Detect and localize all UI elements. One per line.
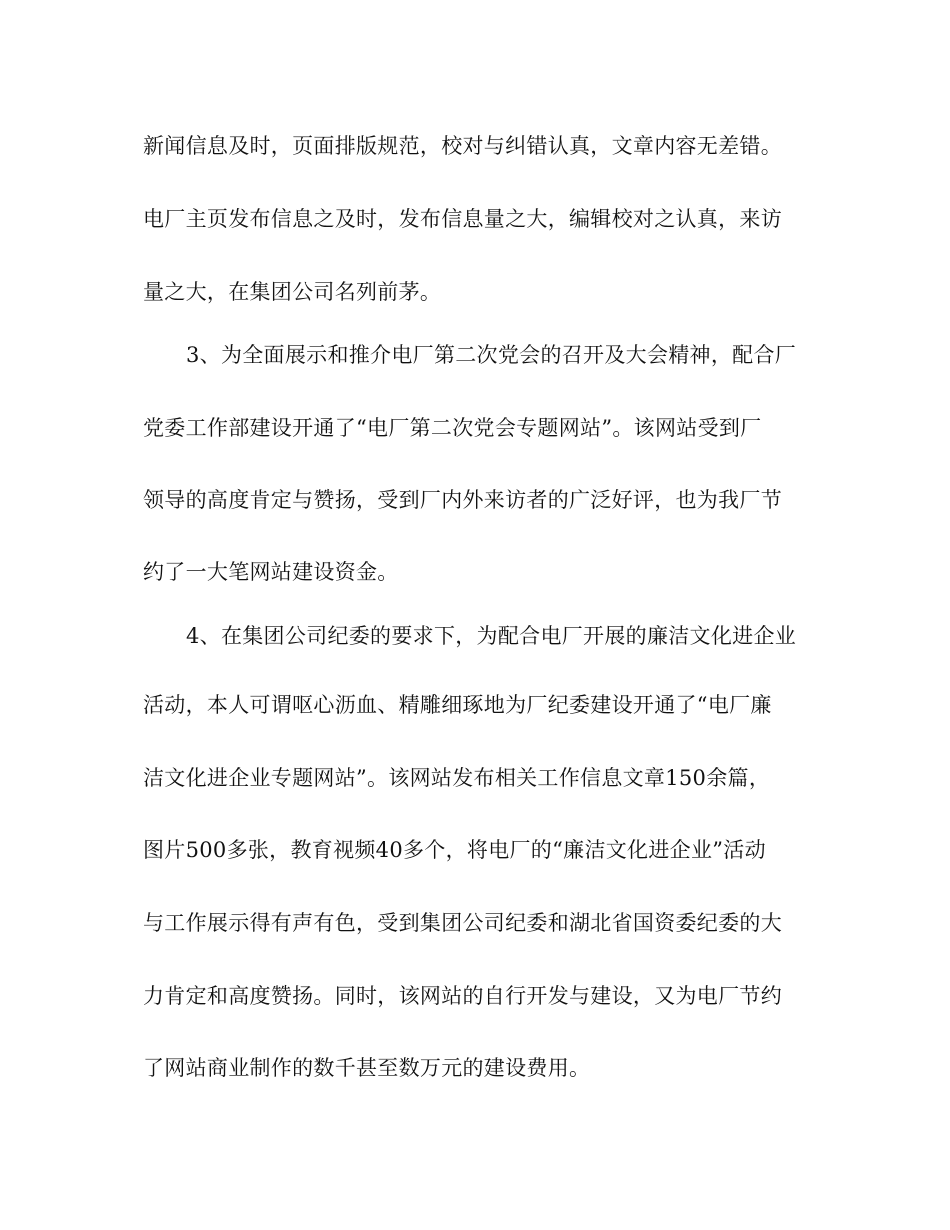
text-line: 了网站商业制作的数千甚至数万元的建设费用。 bbox=[143, 1056, 591, 1080]
text-line: 图片500多张，教育视频40多个，将电厂的“廉洁文化进企业”活动 bbox=[143, 838, 766, 862]
text-line: 力肯定和高度赞扬。同时，该网站的自行开发与建设，又为电厂节约 bbox=[143, 984, 782, 1008]
text-line: 新闻信息及时，页面排版规范，校对与纠错认真，文章内容无差错。 bbox=[143, 134, 782, 158]
text-line: 3、为全面展示和推介电厂第二次党会的召开及大会精神，配合厂 bbox=[186, 343, 797, 367]
text-line: 洁文化进企业专题网站”。该网站发布相关工作信息文章150余篇， bbox=[143, 766, 771, 790]
text-line: 活动，本人可谓呕心沥血、精雕细琢地为厂纪委建设开通了“电厂廉 bbox=[143, 693, 772, 717]
text-line: 与工作展示得有声有色，受到集团公司纪委和湖北省国资委纪委的大 bbox=[143, 911, 782, 935]
text-line: 电厂主页发布信息之及时，发布信息量之大，编辑校对之认真，来访 bbox=[143, 207, 782, 231]
text-line: 4、在集团公司纪委的要求下，为配合电厂开展的廉洁文化进企业 bbox=[186, 624, 797, 648]
text-line: 党委工作部建设开通了“电厂第二次党会专题网站”。该网站受到厂 bbox=[143, 416, 762, 440]
text-line: 领导的高度肯定与赞扬，受到厂内外来访者的广泛好评，也为我厂节 bbox=[143, 488, 782, 512]
text-line: 量之大，在集团公司名列前茅。 bbox=[143, 280, 442, 304]
text-line: 约了一大笔网站建设资金。 bbox=[143, 560, 399, 584]
